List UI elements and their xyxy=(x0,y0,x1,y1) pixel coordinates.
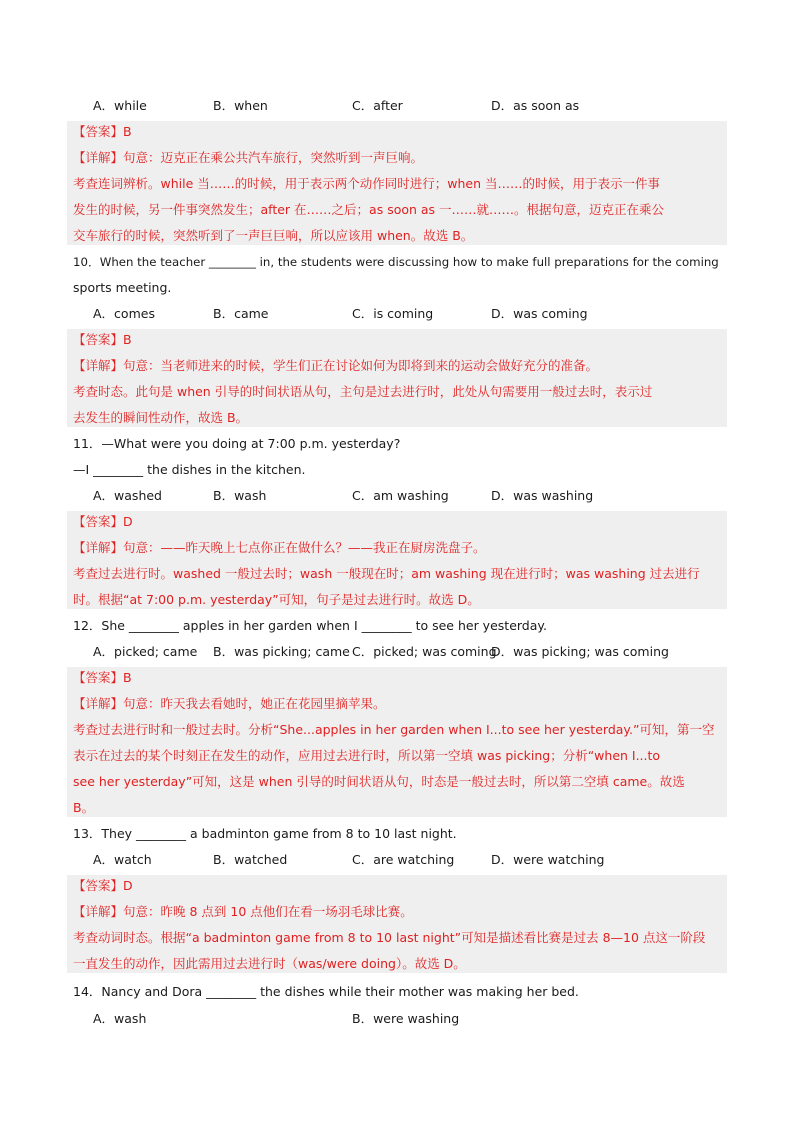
q9-detail-line: 【详解】句意：迈克正在乘公共汽车旅行，突然听到一声巨响。 xyxy=(73,150,424,165)
option-c: C．is coming xyxy=(352,306,434,321)
option-b: B．wash xyxy=(213,488,267,503)
q11-options xyxy=(73,487,753,505)
q12-detail-line: B。 xyxy=(73,800,95,815)
q9-detail-line: 发生的时候，另一件事突然发生；after 在……之后；as soon as 一……就……。根据句意，迈克正在乘公 xyxy=(73,202,665,217)
option-c: C．are watching xyxy=(352,852,455,867)
option-c: C．picked; was coming xyxy=(352,644,497,659)
q9-options xyxy=(73,97,753,115)
q12-detail-line: see her yesterday”可知，这是 when 引导的时间状语从句，时态是一般过去时，所以第二空填 came。故选 xyxy=(73,774,685,789)
option-d: D．was picking; was coming xyxy=(491,644,669,659)
q10-answer: 【答案】B xyxy=(73,332,132,347)
q10-stem-cont: sports meeting. xyxy=(73,280,172,295)
q13-answer: 【答案】D xyxy=(73,878,133,893)
q12-detail-line: 【详解】句意：昨天我去看她时，她正在花园里摘苹果。 xyxy=(73,696,386,711)
q12-detail-line: 表示在过去的某个时刻正在发生的动作，应用过去进行时，所以第一空填 was picking；分析“when I...to xyxy=(73,748,661,763)
option-d: D．were watching xyxy=(491,852,605,867)
q10-stem: 10．When the teacher ________ in, the students were discussing how to make full preparations for the coming xyxy=(73,255,719,269)
option-a: A．wash xyxy=(93,1011,147,1026)
q14-options xyxy=(73,1010,753,1028)
option-b: B．when xyxy=(213,98,268,113)
option-a: A．comes xyxy=(93,306,155,321)
option-a: A．washed xyxy=(93,488,162,503)
q11-answer: 【答案】D xyxy=(73,514,133,529)
option-b: B．was picking; came xyxy=(213,644,350,659)
q10-detail-line: 【详解】句意：当老师进来的时候，学生们正在讨论如何为即将到来的运动会做好充分的准备。 xyxy=(73,358,599,373)
q13-detail-line: 一直发生的动作，因此需用过去进行时（was/were doing）。故选 D。 xyxy=(73,956,466,971)
option-a: A．watch xyxy=(93,852,152,867)
option-d: D．as soon as xyxy=(491,98,580,113)
q14-stem: 14．Nancy and Dora ________ the dishes while their mother was making her bed. xyxy=(73,984,579,999)
q12-options xyxy=(73,643,753,661)
q9-detail-line: 交车旅行的时候，突然听到了一声巨巨响，所以应该用 when。故选 B。 xyxy=(73,228,474,243)
q12-stem: 12．She ________ apples in her garden when I ________ to see her yesterday. xyxy=(73,618,547,633)
option-b: B．watched xyxy=(213,852,288,867)
q13-stem: 13．They ________ a badminton game from 8 to 10 last night. xyxy=(73,826,457,841)
q9-answer: 【答案】B xyxy=(73,124,132,139)
q11-detail-line: 考查过去进行时。washed 一般过去时；wash 一般现在时；am washing 现在进行时；was washing 过去进行 xyxy=(73,566,700,581)
option-b: B．came xyxy=(213,306,269,321)
q10-options xyxy=(73,305,753,323)
q11-stem: 11．—What were you doing at 7:00 p.m. yesterday? xyxy=(73,436,401,451)
q12-detail-line: 考查过去进行时和一般过去时。分析“She...apples in her garden when I...to see her yesterday.”可知，第一空 xyxy=(73,722,715,737)
option-c: C．after xyxy=(352,98,403,113)
q13-detail-line: 考查动词时态。根据“a badminton game from 8 to 10 last night”可知是描述看比赛是过去 8—10 点这一阶段 xyxy=(73,930,706,945)
q12-answer-box xyxy=(67,667,727,817)
q11-stem-cont: —I ________ the dishes in the kitchen. xyxy=(73,462,306,477)
q13-detail-line: 【详解】句意：昨晚 8 点到 10 点他们在看一场羽毛球比赛。 xyxy=(73,904,413,919)
option-a: A．picked; came xyxy=(93,644,198,659)
q13-options xyxy=(73,851,753,869)
q9-detail-line: 考查连词辨析。while 当……的时候，用于表示两个动作同时进行；when 当……的时候，用于表示一件事 xyxy=(73,176,660,191)
option-c: C．am washing xyxy=(352,488,449,503)
option-b: B．were washing xyxy=(352,1011,460,1026)
option-d: D．was coming xyxy=(491,306,588,321)
q11-detail-line: 【详解】句意：——昨天晚上七点你正在做什么？——我正在厨房洗盘子。 xyxy=(73,540,486,555)
q10-detail-line: 去发生的瞬间性动作，故选 B。 xyxy=(73,410,249,425)
option-a: A．while xyxy=(93,98,147,113)
q12-answer: 【答案】B xyxy=(73,670,132,685)
q10-detail-line: 考查时态。此句是 when 引导的时间状语从句，主句是过去进行时，此处从句需要用一般过去时，表示过 xyxy=(73,384,653,399)
q11-detail-line: 时。根据“at 7:00 p.m. yesterday”可知，句子是过去进行时。故选 D。 xyxy=(73,592,480,607)
option-d: D．was washing xyxy=(491,488,594,503)
